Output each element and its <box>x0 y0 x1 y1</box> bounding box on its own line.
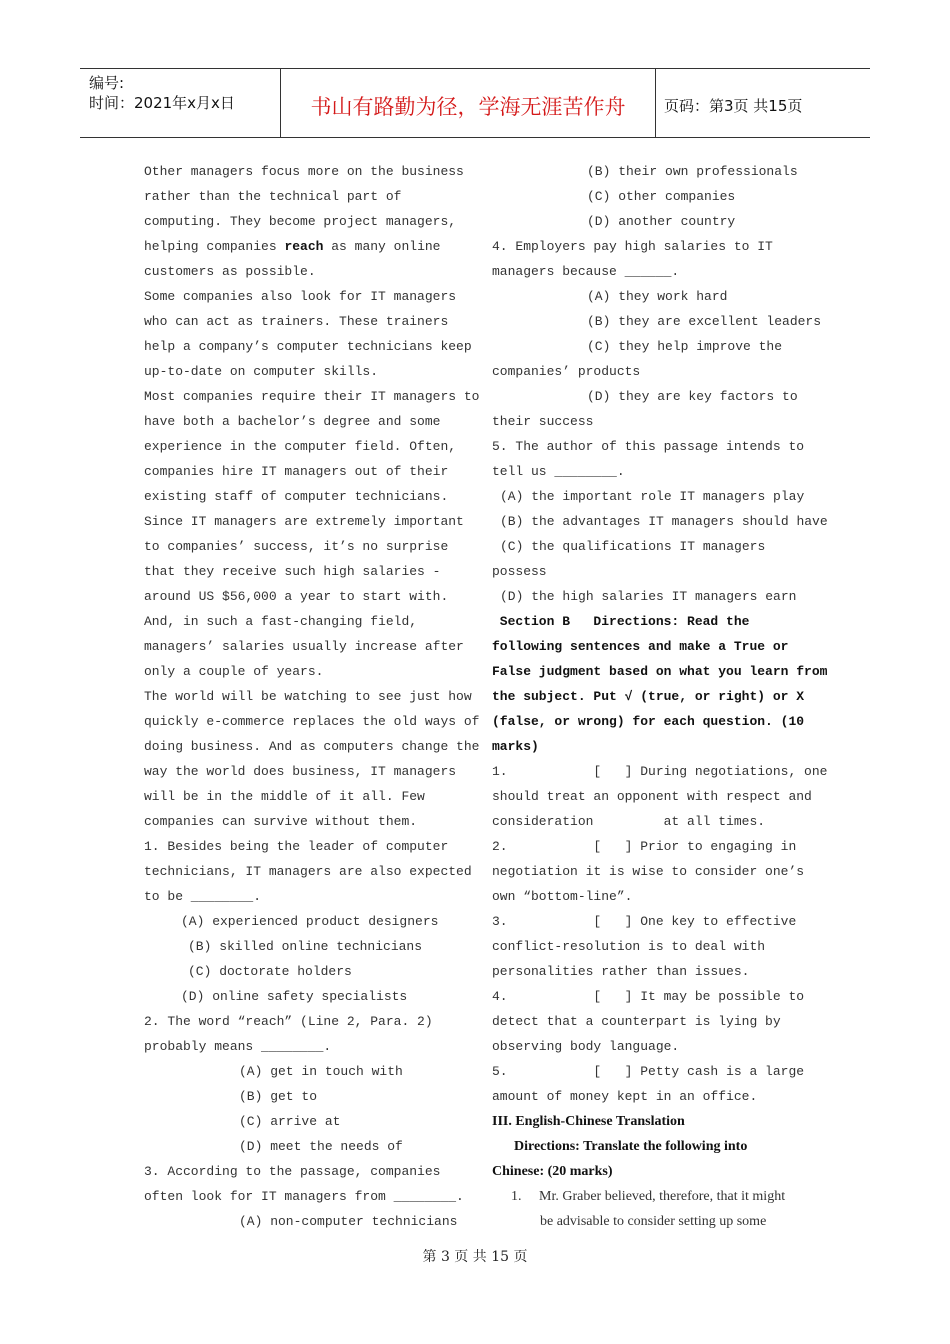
text-line: (A) the important role IT managers play <box>500 489 805 504</box>
text-line: Some companies also look for IT managers <box>144 289 457 304</box>
text-line: (B) get to <box>239 1089 318 1104</box>
text-line: Other managers focus more on the business <box>144 164 464 179</box>
text-line: (D) online safety specialists <box>181 989 408 1004</box>
text-line: 1. Besides being the leader of computer <box>144 839 449 854</box>
text-line: (C) arrive at <box>239 1114 341 1129</box>
text-line: managers because ______. <box>492 264 680 279</box>
page-footer: 第 3 页 共 15 页 <box>422 1249 528 1265</box>
text-line: own “bottom-line”. <box>492 889 633 904</box>
text-line: (false, or wrong) for each question. (10 <box>492 714 805 729</box>
text-line: amount of money kept in an office. <box>492 1089 758 1104</box>
text-line: Directions: Translate the following into <box>514 1139 748 1154</box>
text-line: companies’ products <box>492 364 641 379</box>
text-line: doing business. And as computers change the <box>144 739 480 754</box>
text-line: Section B Directions: Read the <box>492 614 750 629</box>
text-line: 3. According to the passage, companies <box>144 1164 441 1179</box>
text-line: experience in the computer field. Often, <box>144 439 457 454</box>
text-line: observing body language. <box>492 1039 680 1054</box>
text-line: around US $56,000 a year to start with. <box>144 589 449 604</box>
date-line: 时间：2021年x月x日 <box>89 94 235 112</box>
text-line: conflict-resolution is to deal with <box>492 939 766 954</box>
text-line: (D) another country <box>587 214 736 229</box>
serial-number-label: 编号: <box>89 74 125 92</box>
text-line: be advisable to consider setting up some <box>540 1214 767 1229</box>
text-line: (A) non-computer technicians <box>239 1214 458 1229</box>
text-line: The world will be watching to see just how <box>144 689 472 704</box>
text-line: should treat an opponent with respect and <box>492 789 812 804</box>
header-motto-cell <box>280 69 656 137</box>
text-line: (C) the qualifications IT managers <box>500 539 766 554</box>
text-line: (D) they are key factors to <box>587 389 798 404</box>
text-line: 1. [ ] During negotiations, one <box>492 764 828 779</box>
text-line: Most companies require their IT managers to <box>144 389 480 404</box>
text-line: only a couple of years. <box>144 664 324 679</box>
text-line: managers’ salaries usually increase after <box>144 639 464 654</box>
text-line: technicians, IT managers are also expected <box>144 864 472 879</box>
text-line: 2. [ ] Prior to engaging in <box>492 839 797 854</box>
text-line: (D) meet the needs of <box>239 1139 403 1154</box>
right-text-column <box>492 159 828 1234</box>
text-line: their success <box>492 414 594 429</box>
text-line: (C) they help improve the <box>587 339 783 354</box>
text-line <box>144 234 464 259</box>
text-line: probably means ________. <box>144 1039 332 1054</box>
text-line: help a company’s computer technicians keep <box>144 339 472 354</box>
text-line: 1. Mr. Graber believed, therefore, that it might <box>511 1189 786 1204</box>
text-line: 4. [ ] It may be possible to <box>492 989 805 1004</box>
text-line: the subject. Put √ (true, or right) or X <box>492 689 805 704</box>
text-line: possess <box>492 564 547 579</box>
text-line: following sentences and make a True or <box>492 639 789 654</box>
text-line: have both a bachelor’s degree and some <box>144 414 441 429</box>
text-line: up-to-date on computer skills. <box>144 364 379 379</box>
text-line: computing. They become project managers, <box>144 214 457 229</box>
text-line: companies hire IT managers out of their <box>144 464 449 479</box>
text-line: (C) doctorate holders <box>188 964 352 979</box>
text-line: (B) their own professionals <box>587 164 798 179</box>
text-line: 5. The author of this passage intends to <box>492 439 805 454</box>
text-line: will be in the middle of it all. Few <box>144 789 425 804</box>
text-line: (A) they work hard <box>587 289 728 304</box>
text-line: companies can survive without them. <box>144 814 418 829</box>
text-line: way the world does business, IT managers <box>144 764 457 779</box>
text-line: 5. [ ] Petty cash is a large <box>492 1064 805 1079</box>
text-line: Since IT managers are extremely important <box>144 514 464 529</box>
text-line: (A) get in touch with <box>239 1064 403 1079</box>
text-line: Chinese: (20 marks) <box>492 1164 613 1179</box>
text-line: And, in such a fast-changing field, <box>144 614 418 629</box>
text-line: tell us ________. <box>492 464 625 479</box>
text-line: to companies’ success, it’s no surprise <box>144 539 449 554</box>
text-line: (A) experienced product designers <box>181 914 439 929</box>
header-meta-cell <box>80 69 280 137</box>
text-line: that they receive such high salaries - <box>144 564 441 579</box>
text-line: (C) other companies <box>587 189 736 204</box>
header-page-info: 页码：第3页 共15页 <box>664 97 803 115</box>
text-line: marks) <box>492 739 539 754</box>
text-line: 2. The word “reach” (Line 2, Para. 2) <box>144 1014 433 1029</box>
text-line: existing staff of computer technicians. <box>144 489 449 504</box>
document-header <box>80 68 870 138</box>
text-line: personalities rather than issues. <box>492 964 750 979</box>
text-line: III. English-Chinese Translation <box>492 1114 685 1129</box>
text-line: rather than the technical part of <box>144 189 402 204</box>
text-line: negotiation it is wise to consider one’s <box>492 864 805 879</box>
text-segment: as many online <box>323 239 441 254</box>
text-line: who can act as trainers. These trainers <box>144 314 449 329</box>
text-line: detect that a counterpart is lying by <box>492 1014 781 1029</box>
text-line: 4. Employers pay high salaries to IT <box>492 239 773 254</box>
text-line: customers as possible. <box>144 264 316 279</box>
text-line: (B) the advantages IT managers should have <box>500 514 828 529</box>
text-line: (D) the high salaries IT managers earn <box>500 589 797 604</box>
text-line: (B) they are excellent leaders <box>587 314 822 329</box>
text-line: to be ________. <box>144 889 262 904</box>
text-line: 3. [ ] One key to effective <box>492 914 797 929</box>
text-line: quickly e-commerce replaces the old ways of <box>144 714 480 729</box>
text-line: False judgment based on what you learn from <box>492 664 828 679</box>
text-segment: helping companies <box>144 239 285 254</box>
text-line: (B) skilled online technicians <box>188 939 423 954</box>
text-line: consideration at all times. <box>492 814 766 829</box>
header-motto: 书山有路勤为径，学海无涯苦作舟 <box>310 95 626 119</box>
emphasized-word: reach <box>284 239 324 254</box>
header-page-cell <box>655 69 870 137</box>
text-line: often look for IT managers from ________. <box>144 1189 464 1204</box>
left-text-column <box>144 159 480 1234</box>
